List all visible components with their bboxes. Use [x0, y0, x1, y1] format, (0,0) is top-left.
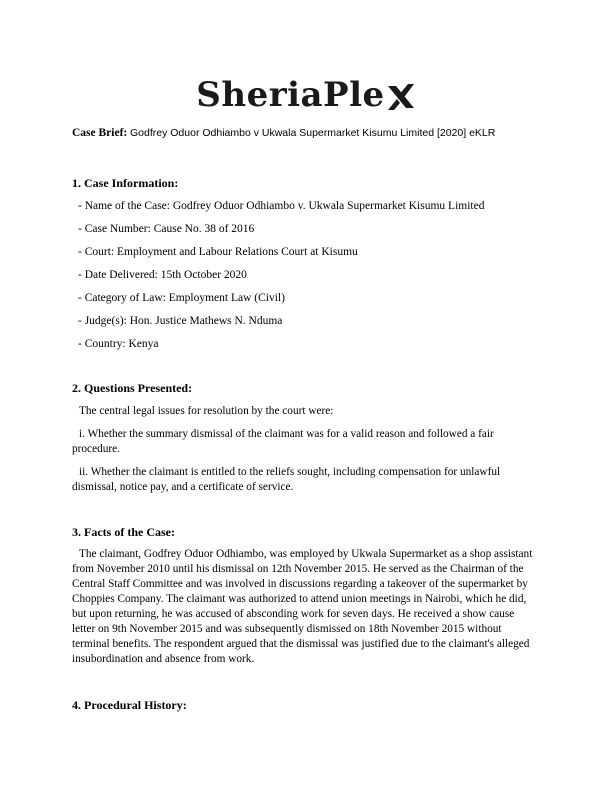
question-item: i. Whether the summary dismissal of the claimant was for a valid reason and followed a fair procedure.: [72, 428, 494, 455]
case-info-item: - Category of Law: Employment Law (Civil): [78, 292, 285, 304]
sheriaplex-logo: [0, 70, 612, 120]
case-info-item: - Name of the Case: Godfrey Oduor Odhiambo v. Ukwala Supermarket Kisumu Limited: [78, 200, 485, 212]
case-info-item: - Judge(s): Hon. Justice Mathews N. Nduma: [78, 315, 283, 327]
case-brief-line: [72, 126, 495, 140]
case-brief-label: Case Brief:: [72, 127, 128, 139]
case-info-item: - Case Number: Cause No. 38 of 2016: [78, 223, 255, 235]
section-heading-case-information: 1. Case Information:: [72, 176, 179, 190]
section-heading-procedural-history: 4. Procedural History:: [72, 698, 187, 712]
section-heading-questions-presented: 2. Questions Presented:: [72, 381, 193, 395]
facts-paragraph: The claimant, Godfrey Oduor Odhiambo, was employed by Ukwala Supermarket as a shop assistant from November 2010 until his dismissal on 12th November 2015. He served as the Chairman of the Central Staff Committee and was involved in discussions regarding a takeover of the supermarket by Choppies Company. The claimant was authorized to attend union meetings in Nairobi, which he did, but upon returning, he was accused of absconding work for seven days. He received a show cause letter on 9th November 2015 and was subsequently dismissed on 18th November 2015 without terminal benefits. The respondent argued that the dismissal was justified due to the claimant's alleged insubordination and absence from work.: [72, 548, 533, 665]
logo-text: SheriaPle: [196, 75, 385, 115]
case-info-item: - Court: Employment and Labour Relations Court at Kisumu: [78, 246, 358, 258]
case-info-item: - Date Delivered: 15th October 2020: [78, 269, 247, 281]
questions-intro: The central legal issues for resolution by the court were:: [79, 405, 334, 417]
case-brief-value: Godfrey Oduor Odhiambo v Ukwala Supermarket Kisumu Limited [2020] eKLR: [130, 127, 496, 139]
question-item: ii. Whether the claimant is entitled to the reliefs sought, including compensation for unlawful dismissal, notice pay, and a certificate of service.: [72, 466, 501, 493]
section-heading-facts: 3. Facts of the Case:: [72, 525, 175, 539]
case-info-item: - Country: Kenya: [78, 338, 159, 350]
logo-x-icon: [386, 82, 416, 112]
